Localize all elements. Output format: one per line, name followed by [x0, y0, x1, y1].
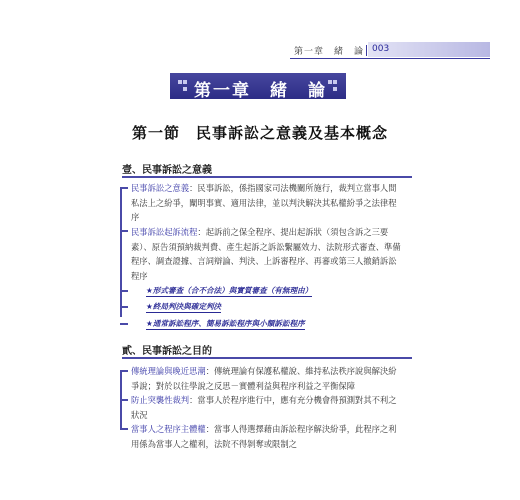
banner-ornament-icon	[183, 87, 187, 91]
outline-bracket	[120, 187, 122, 317]
filing-flow-text: ：起訴前之保全程序、提出起訴狀（須包含訴之三要素）、原告須預納裁判費、產生起訴之訴訟繫屬效力、法院形式審查、準備程序、調查證據、言詞辯論、判決、上訴審程序、再審或第三人撤銷訴訟程序	[131, 227, 401, 281]
procedural-subject-text: ：當事人得選擇藉由訴訟程序解決紛爭，此程序之利用係為當事人之權利，法院不得剝奪或限制之	[131, 424, 397, 449]
banner-ornament-icon	[333, 80, 337, 84]
section-heading-rule	[122, 176, 412, 178]
procedural-subject-paragraph	[131, 422, 403, 451]
key-term: 民事訴訟之意義	[131, 183, 190, 193]
banner-ornament-icon	[333, 87, 337, 91]
chapter-banner-title: 第一章 緒 論	[194, 81, 327, 101]
banner-ornament-icon	[328, 80, 332, 84]
chapter-banner	[170, 73, 346, 99]
section-heading-text: 貳、民事訴訟之目的	[122, 346, 212, 357]
outline-tick	[120, 370, 128, 372]
key-point: ★形式審查（合不合法）與實質審查（有無理由）	[146, 286, 313, 295]
running-header-chapter: 第一章 緒 論	[294, 47, 365, 57]
outline-tick	[120, 187, 128, 189]
theory-text: ：傳統理論有保護私權說、維持私法秩序說與解決紛爭說；對於以往學說之反思－實體利益與程序利益之平衡保障	[131, 366, 397, 391]
outline-tick	[120, 428, 128, 430]
outline-tick	[120, 290, 128, 292]
outline-tick	[120, 399, 128, 401]
key-term: 傳統理論與晚近思潮	[131, 366, 206, 376]
key-point: ★通常訴訟程序、簡易訴訟程序與小額訴訟程序	[146, 319, 305, 328]
key-point: ★終局判決與確定判決	[146, 302, 222, 311]
page-number: 003	[372, 44, 390, 54]
definition-paragraph	[131, 181, 403, 225]
banner-ornament-icon	[178, 80, 182, 84]
outline-tick	[120, 306, 128, 308]
definition-text: ：民事訴訟，係指國家司法機關所施行，裁判立當事人間私法上之紛爭，闡明事實、適用法律，並以判決解決其私權紛爭之法律程序	[131, 183, 397, 222]
section-heading-rule	[122, 357, 412, 359]
outline-tick	[120, 323, 128, 325]
filing-flow-paragraph	[131, 225, 403, 283]
key-term: 防止突襲性裁判	[131, 395, 190, 405]
surprise-judgment-text: ：當事人於程序進行中，應有充分機會得預測對其不利之狀況	[131, 395, 397, 420]
theory-paragraph	[131, 364, 403, 393]
section-title: 第一節 民事訴訟之意義及基本概念	[131, 124, 388, 142]
section-heading-purpose	[122, 342, 252, 357]
outline-tick	[120, 230, 128, 232]
header-rule	[290, 58, 490, 59]
banner-ornament-icon	[183, 80, 187, 84]
key-term: 民事訴訟起訴流程	[131, 227, 198, 237]
running-header	[290, 42, 490, 58]
section-heading-text: 壹、民事訴訟之意義	[122, 165, 212, 176]
header-divider	[366, 45, 367, 56]
surprise-judgment-paragraph	[131, 393, 403, 422]
key-term: 當事人之程序主體權	[131, 424, 206, 434]
section-heading-meaning	[122, 161, 252, 176]
